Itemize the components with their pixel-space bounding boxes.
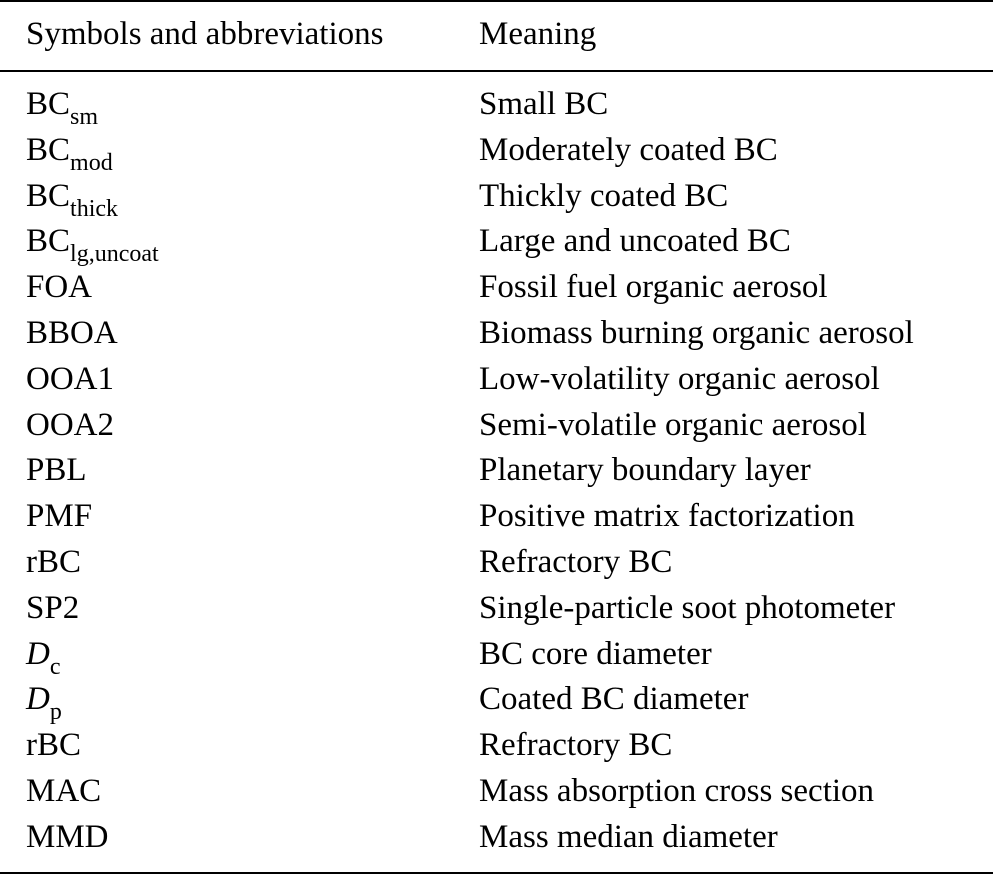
table-row [0,448,995,494]
table-row [0,82,995,128]
symbol-cell [26,677,62,726]
table-bottom-rule [0,872,993,874]
table-row [0,723,995,769]
table-row [0,403,995,449]
meaning-cell: Large and uncoated BC [479,223,791,260]
table-row [0,174,995,220]
meaning-cell: Semi-volatile organic aerosol [479,406,867,443]
symbol-subscript: p [49,699,62,726]
symbol-subscript: thick [70,195,119,222]
meaning-cell: Small BC [479,86,609,122]
meaning-cell: Mass median diameter [479,818,778,855]
symbol-cell [26,82,99,130]
symbol-subscript: lg,uncoat [70,241,159,268]
meaning-cell: Positive matrix factorization [479,498,855,535]
symbol-cell [26,632,61,680]
meaning-cell: Moderately coated BC [479,131,778,168]
symbol-cell: MAC [26,772,102,809]
table-row [0,494,995,540]
header-meaning: Meaning [479,16,597,52]
symbol-subscript: mod [70,149,113,176]
table-row [0,769,995,815]
symbol-cell [26,174,119,222]
symbol-cell [26,219,159,268]
symbol-subscript: sm [70,104,99,130]
table-top-rule [0,0,993,2]
meaning-cell: Thickly coated BC [479,177,729,214]
table-row [0,632,995,678]
symbol-cell: SP2 [26,589,80,626]
symbol-base: BC [26,177,71,214]
symbol-cell: rBC [26,543,82,580]
meaning-cell: Fossil fuel organic aerosol [479,269,828,306]
symbol-cell: PMF [26,498,93,535]
table-row [0,586,995,632]
symbol-cell: OOA1 [26,360,114,397]
header-symbols: Symbols and abbreviations [26,16,384,52]
symbol-base: BC [26,86,71,122]
table-header-rule [0,70,993,72]
meaning-cell: Coated BC diameter [479,681,749,718]
meaning-cell: Planetary boundary layer [479,452,811,489]
meaning-cell: Biomass burning organic aerosol [479,314,914,351]
table-row [0,311,995,357]
symbol-base: D [26,681,50,718]
table-row [0,357,995,403]
meaning-cell: Refractory BC [479,727,673,764]
table-body [0,82,995,861]
symbol-cell: PBL [26,452,87,489]
table-row [0,677,995,726]
meaning-cell: BC core diameter [479,635,712,672]
table-row [0,540,995,586]
symbol-subscript: c [49,653,61,680]
meaning-cell: Low-volatility organic aerosol [479,360,880,397]
symbol-base: BC [26,223,71,260]
symbol-cell: FOA [26,269,93,306]
symbol-cell: rBC [26,727,82,764]
table-row [0,815,995,861]
table-row [0,128,995,174]
symbol-cell [26,128,113,176]
table-row [0,265,995,311]
table-row [0,219,995,268]
symbol-cell: BBOA [26,314,118,351]
table-header [0,12,995,56]
symbol-cell: OOA2 [26,406,114,443]
symbol-base: BC [26,131,71,168]
symbol-cell: MMD [26,818,109,855]
meaning-cell: Refractory BC [479,543,673,580]
meaning-cell: Single-particle soot photometer [479,589,896,626]
symbol-base: D [26,635,50,672]
meaning-cell: Mass absorption cross section [479,772,875,809]
